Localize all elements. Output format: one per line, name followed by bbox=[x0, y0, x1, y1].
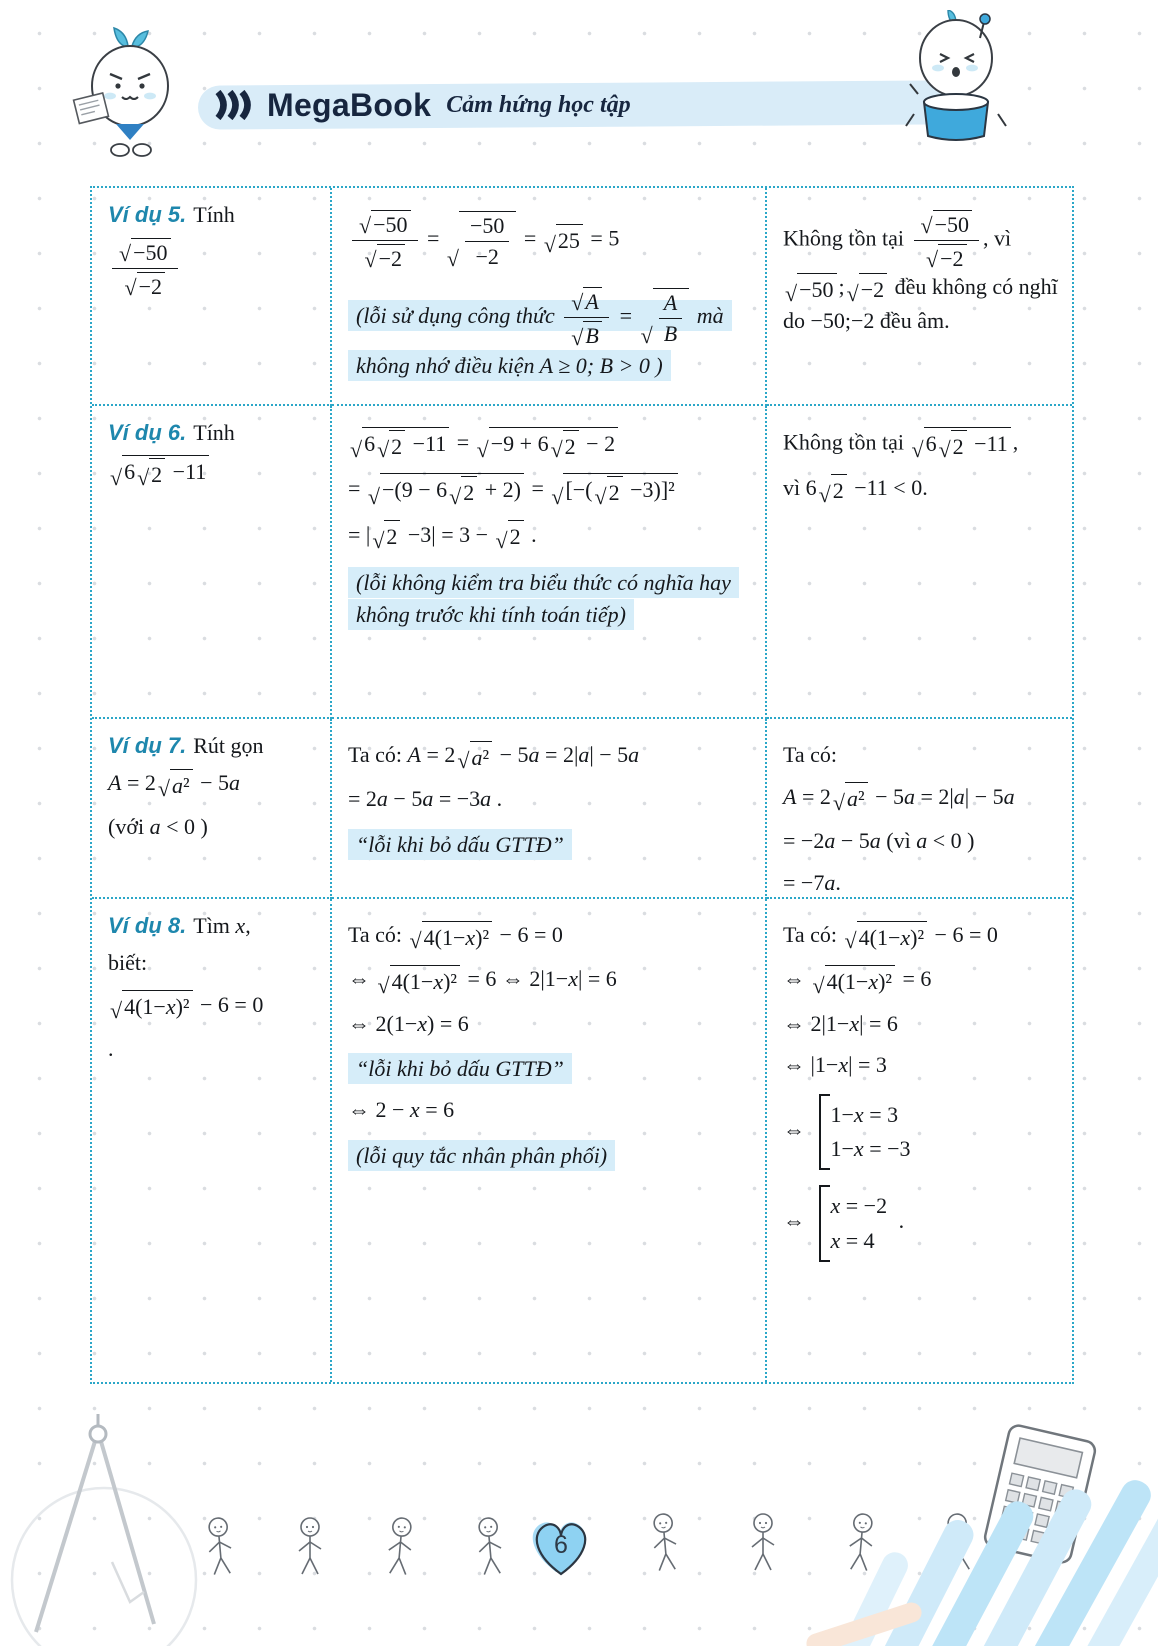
sqrt-radical: √ 2 bbox=[449, 476, 477, 509]
math-line: = 2a − 5a = −3a . bbox=[348, 786, 503, 812]
math-line: = | √ 2 −3| = 3 − √ 2 . bbox=[348, 521, 537, 554]
example-8-correct-solution-cell bbox=[767, 899, 1072, 1382]
fraction bbox=[112, 237, 178, 300]
wrong-solution bbox=[348, 427, 753, 631]
sqrt-radical: √ 2 bbox=[819, 474, 847, 507]
math-line: √ −50 √ −2 = √ $\frac{-50}{-2}$ = √ 25 = 5 bbox=[348, 209, 753, 272]
math-line: Ta có: A = 2 √ a² − 5a = 2|a| − 5a bbox=[348, 742, 640, 774]
fraction bbox=[564, 286, 609, 349]
math-line: √ 6 √ 2 −11 = √ −9 + 6 √ 2 − 2 bbox=[348, 427, 753, 462]
sqrt-radical: √ a² bbox=[158, 769, 193, 802]
error-note: “lỗi khi bỏ dấu GTTĐ” bbox=[348, 829, 753, 861]
wrong-solution bbox=[348, 920, 753, 1172]
math-line: Không tồn tại √ 6 √ 2 −11 , bbox=[783, 427, 1060, 462]
equation-cases: x = −2 x = 4 bbox=[819, 1185, 892, 1261]
math-line: Ta có: √ 4(1−x)² − 6 = 0 bbox=[783, 922, 998, 954]
math-line: (với a < 0 ) bbox=[108, 814, 208, 840]
math-line: = √ −(9 − 6 √ 2 + 2) = √ [−( √ 2 −3)]² bbox=[348, 473, 753, 508]
examples-table bbox=[90, 186, 1074, 1384]
example-heading bbox=[108, 420, 318, 446]
sqrt-radical: √ 4(1−x)² bbox=[378, 965, 461, 998]
example-task: Tính bbox=[193, 202, 235, 227]
example-5-correct-solution-cell bbox=[767, 188, 1072, 406]
fraction bbox=[914, 209, 980, 272]
example-8-wrong-solution-cell bbox=[332, 899, 767, 1382]
sqrt-radical: √ −(9 − 6 √ 2 + 2) bbox=[368, 473, 524, 508]
problem-statement bbox=[108, 768, 318, 843]
example-heading bbox=[108, 202, 318, 228]
correct-solution bbox=[783, 209, 1060, 336]
page-number-heart bbox=[526, 1516, 596, 1582]
math-line: ⇔ x = −2 x = 4 . bbox=[783, 1183, 1060, 1263]
brand-tagline: Cảm hứng học tập bbox=[446, 91, 631, 118]
math-line: √ 4(1−x)² − 6 = 0 bbox=[110, 991, 264, 1024]
math-line: A = 2 √ a² − 5a bbox=[108, 770, 240, 802]
sqrt-radical: √ a² bbox=[457, 741, 492, 774]
triple-chevron-icon bbox=[214, 90, 258, 120]
sqrt-radical: √ $\frac{-50}{-2}$ bbox=[447, 211, 517, 271]
math-line: ⇔ |1−x| = 3 bbox=[783, 1052, 887, 1078]
example-heading bbox=[108, 913, 318, 939]
sqrt-radical: √ 6 √ 2 −11 bbox=[350, 427, 449, 462]
math-line: . bbox=[108, 1036, 114, 1062]
sqrt-radical: √ 2 bbox=[496, 520, 524, 553]
example-6-problem-cell bbox=[92, 406, 332, 719]
example-label: Ví dụ 8. bbox=[108, 913, 187, 938]
page-number: 6 bbox=[554, 1531, 568, 1559]
cheering-figure-icon bbox=[748, 1512, 778, 1576]
example-task: Tìm x, bbox=[193, 913, 251, 938]
sqrt-radical: √ 4(1−x)² bbox=[813, 965, 896, 998]
sqrt-radical: √ 2 bbox=[595, 476, 623, 509]
math-line bbox=[108, 237, 318, 300]
sqrt-radical: √ −2 bbox=[125, 272, 166, 300]
sqrt-radical: √ 6 √ 2 −11 bbox=[110, 455, 209, 490]
math-line: Ta có: bbox=[783, 742, 838, 767]
wrong-solution bbox=[348, 740, 753, 861]
correct-solution bbox=[783, 920, 1060, 1264]
sqrt-radical: √ −50 bbox=[359, 210, 411, 238]
sqrt-radical: √ A bbox=[571, 287, 602, 315]
sqrt-radical: √ −50 bbox=[119, 238, 171, 266]
sqrt-radical: √ a² bbox=[833, 782, 868, 815]
sqrt-radical: √ 2 bbox=[551, 430, 579, 463]
math-line: biết: bbox=[108, 950, 148, 975]
fraction: $\frac{-50}{-2}$ bbox=[465, 213, 509, 271]
sqrt-radical: √ 25 bbox=[544, 224, 583, 257]
error-note: (lỗi không kiểm tra biểu thức có nghĩa hay không trước khi tính toán tiếp) bbox=[348, 567, 753, 631]
sqrt-radical: √ 2 bbox=[377, 430, 405, 463]
example-5-wrong-solution-cell bbox=[332, 188, 767, 406]
sqrt-radical: √ 6 √ 2 −11 bbox=[912, 427, 1011, 462]
brand bbox=[214, 84, 631, 126]
error-note: (lỗi quy tắc nhân phân phối) bbox=[348, 1140, 753, 1172]
math-line: = −7a. bbox=[783, 869, 841, 895]
sqrt-radical: √ 2 bbox=[137, 458, 165, 491]
sqrt-radical: √ −50 bbox=[785, 273, 837, 306]
fraction bbox=[352, 209, 418, 272]
sqrt-radical: √ 4(1−x)² bbox=[845, 921, 928, 954]
sqrt-radical: √ −9 + 6 √ 2 − 2 bbox=[477, 427, 618, 462]
example-5-problem-cell bbox=[92, 188, 332, 406]
sqrt-radical: √ −2 bbox=[847, 273, 888, 306]
math-line: vì 6 √ 2 −11 < 0. bbox=[783, 475, 928, 507]
problem-statement bbox=[108, 455, 318, 490]
example-7-problem-cell bbox=[92, 719, 332, 899]
math-line: ⇔ √ 4(1−x)² = 6 ⇔ 2|1−x| = 6 bbox=[348, 966, 617, 998]
example-label: Ví dụ 7. bbox=[108, 733, 187, 758]
sqrt-radical: √ 4(1−x)² bbox=[110, 990, 193, 1023]
lectern-figure-icon bbox=[202, 1515, 237, 1581]
problem-statement bbox=[108, 948, 318, 1065]
math-line: ⇔ 2 − x = 6 bbox=[348, 1097, 455, 1123]
math-line: ⇔ 1−x = 3 1−x = −3 bbox=[783, 1092, 1060, 1172]
example-8-problem-cell bbox=[92, 899, 332, 1382]
sqrt-radical: √ 4(1−x)² bbox=[410, 921, 493, 954]
sqrt-radical: √ [−( √ 2 −3)]² bbox=[551, 473, 677, 508]
brand-name: MegaBook bbox=[267, 86, 432, 123]
error-note: “lỗi khi bỏ dấu GTTĐ” bbox=[348, 1053, 753, 1085]
example-6-wrong-solution-cell bbox=[332, 406, 767, 719]
sqrt-radical: √ $\frac{A}{B}$ bbox=[641, 288, 690, 348]
sqrt-radical: √ 2 bbox=[372, 520, 400, 553]
equation-cases: 1−x = 3 1−x = −3 bbox=[819, 1094, 915, 1170]
example-6-correct-solution-cell bbox=[767, 406, 1072, 719]
suit-figure-icon bbox=[382, 1515, 417, 1581]
correct-solution bbox=[783, 427, 1060, 507]
math-line: ⇔ 2|1−x| = 6 bbox=[783, 1010, 898, 1036]
mascot-right-icon bbox=[884, 10, 1024, 152]
mascot-left-icon bbox=[72, 24, 190, 162]
dancing-figure-icon bbox=[843, 1511, 878, 1577]
correct-solution bbox=[783, 740, 1060, 899]
example-label: Ví dụ 5. bbox=[108, 202, 187, 227]
footer-doodles-left bbox=[205, 1516, 505, 1580]
ball-figure-icon bbox=[472, 1515, 507, 1581]
math-line: Không tồn tại √ −50 √ −2 , vì √ −50 ; √ −2 đều không có nghĩ do −50;−2 đều âm. bbox=[783, 209, 1060, 336]
math-line: ⇔ 2(1−x) = 6 bbox=[348, 1010, 469, 1036]
example-7-correct-solution-cell bbox=[767, 719, 1072, 899]
error-note: (lỗi sử dụng công thức √ A √ B = √ $\frac{A}{B}$ mà không nhớ điều kiện A ≥ 0; B > 0 ) bbox=[348, 286, 753, 381]
sqrt-radical: √ B bbox=[571, 321, 602, 349]
compass-icon bbox=[0, 1412, 212, 1646]
example-heading bbox=[108, 733, 318, 759]
wrong-solution bbox=[348, 209, 753, 381]
math-line: Ta có: √ 4(1−x)² − 6 = 0 bbox=[348, 922, 563, 954]
math-line bbox=[108, 455, 318, 490]
example-task: Tính bbox=[193, 420, 235, 445]
sqrt-radical: √ 2 bbox=[939, 430, 967, 463]
problem-statement bbox=[108, 237, 318, 300]
example-task: Rút gọn bbox=[193, 733, 264, 758]
pointing-figure-icon bbox=[647, 1511, 682, 1577]
fraction: $\frac{A}{B}$ bbox=[659, 290, 682, 348]
sqrt-radical: √ −2 bbox=[926, 244, 967, 272]
math-line: ⇔ √ 4(1−x)² = 6 bbox=[783, 966, 932, 998]
sqrt-radical: √ −50 bbox=[921, 210, 973, 238]
math-line: = −2a − 5a (vì a < 0 ) bbox=[783, 828, 975, 854]
example-7-wrong-solution-cell bbox=[332, 719, 767, 899]
example-label: Ví dụ 6. bbox=[108, 420, 187, 445]
math-line: A = 2 √ a² − 5a = 2|a| − 5a bbox=[783, 783, 1015, 816]
sqrt-radical: √ −2 bbox=[365, 244, 406, 272]
notebook-figure-icon bbox=[295, 1516, 325, 1580]
